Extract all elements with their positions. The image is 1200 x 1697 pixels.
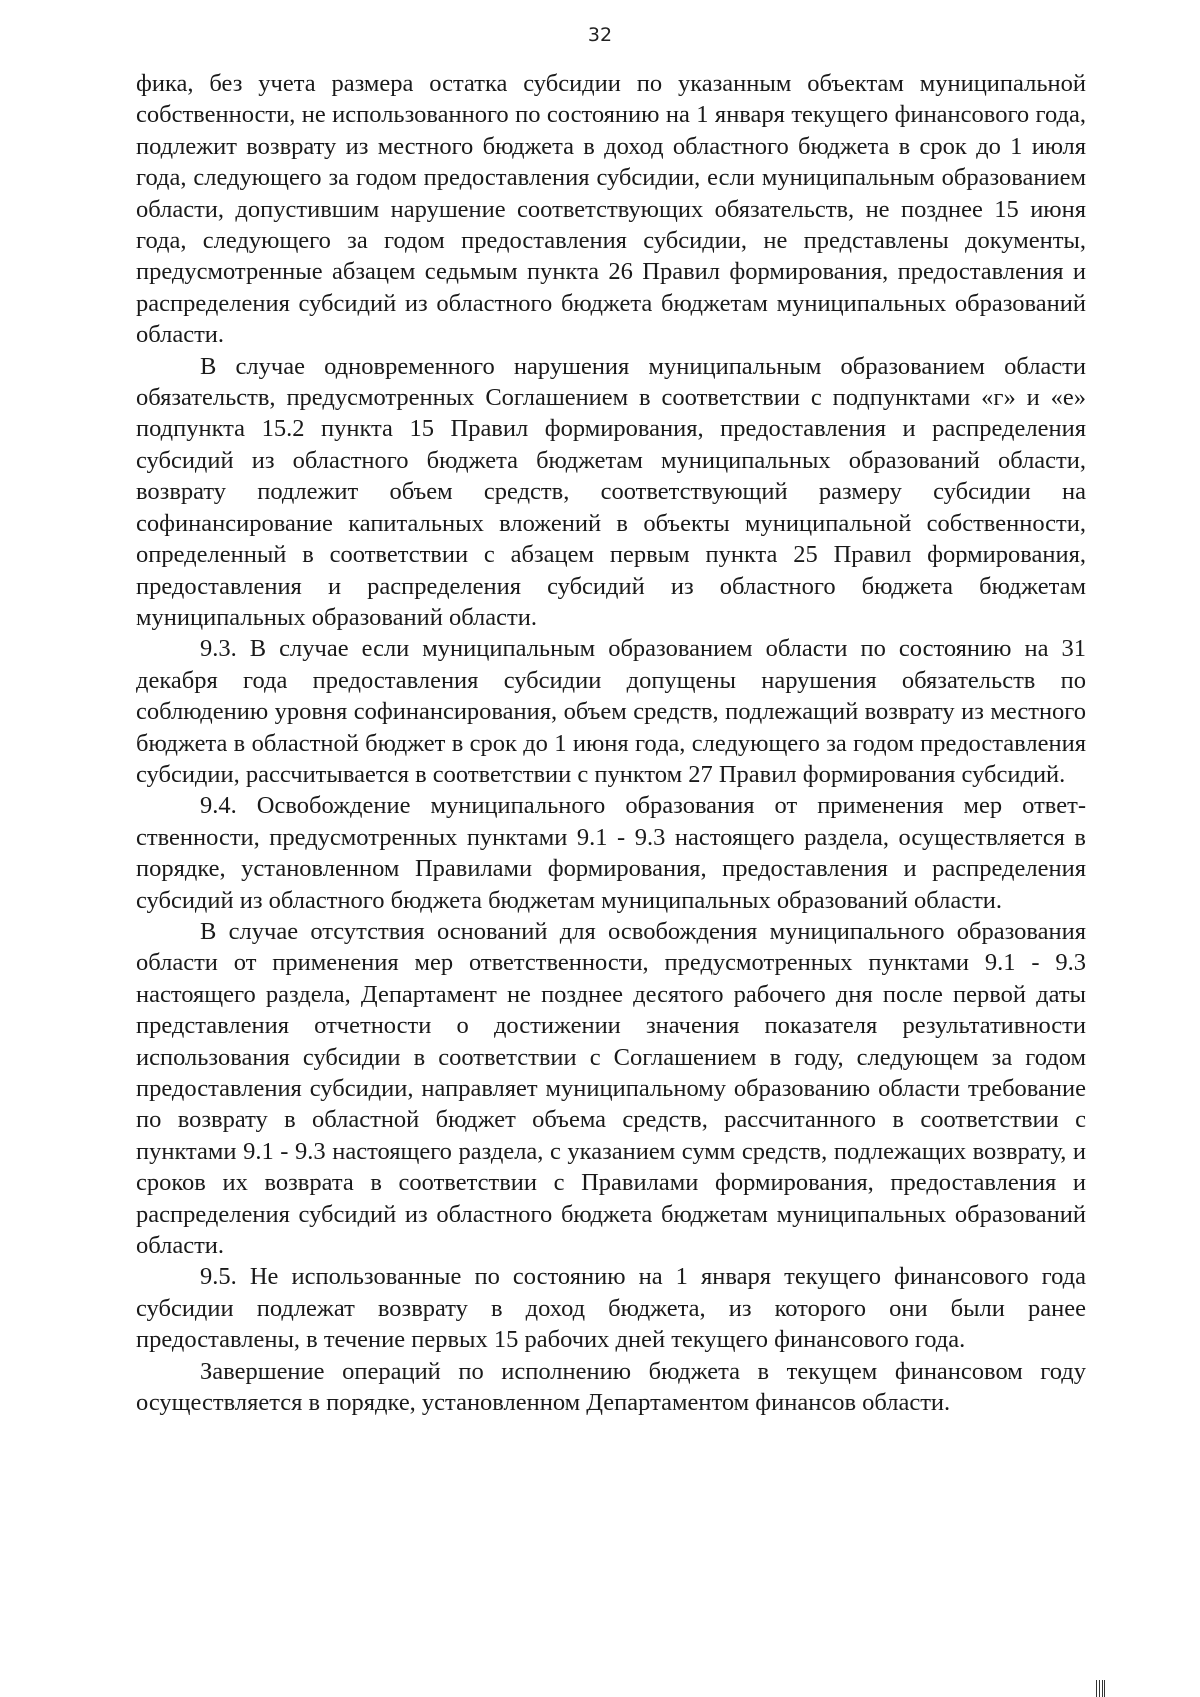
- paragraph-9-5: 9.5. Не использованные по состоянию на 1 января текущего финансового года субсидии подлежат возврату в доход бюджета, из которого они были ранее предоставлены, в течение первых 15 рабочих дней текущего финансового года.: [136, 1263, 1086, 1354]
- scan-artifact-marks: [1096, 1680, 1108, 1697]
- paragraph-simultaneous-violation: В случае одновременного нарушения муниципальным образованием области обязательств, предусмотренных Соглашением в соответствии с подпунктами «г» и «е» подпункта 15.2 пункта 15 Правил формирования, предоставления и распределения субсидий из областного бюджета бюджетам муниципальных образований области, возврату подлежит объем средств, соответствующий размеру субсидии на софинансирование капитальных вложений в объекты муниципальной собственности, определенный в соответствии с абзацем первым пункта 25 Правил формирования, предоставления и распределения субсидий из областного бюджета бюджетам муниципальных образований области.: [136, 352, 1086, 631]
- paragraph-no-grounds: В случае отсутствия оснований для освобождения муниципального образования области от применения мер ответственности, предусмотренных пунктами 9.1 - 9.3 настоящего раздела, Департамент не позднее десятого рабочего дня после первой даты представления отчетности о достижении значения показателя результативности использования субсидии в соответствии с Соглашением в году, следующем за годом предоставления субсидии, направляет муниципальному образованию области требование по возврату в областной бюджет объема средств, рассчитанного в соответствии с пунктами 9.1 - 9.3 настоящего раздела, с указанием сумм средств, подлежащих возврату, и сроков их возврата в соответствии с Правилами формирования, предоставления и распределения субсидий из областного бюджета бюджетам муниципальных образований области.: [136, 917, 1086, 1260]
- page-number: 32: [587, 24, 613, 46]
- document-body: [136, 68, 1086, 1418]
- paragraph-budget-completion: Завершение операций по исполнению бюджета в текущем финансовом году осуществляется в порядке, установленном Департаментом финансов области.: [136, 1357, 1086, 1417]
- paragraph-9-4: 9.4. Освобождение муниципального образования от применения мер ответственности, предусмотренных пунктами 9.1 - 9.3 настоящего раздела, осуществляется в порядке, установленном Правилами формирования, предоставления и распределения субсидий из областного бюджета бюджетам муниципальных образований области.: [136, 792, 1086, 914]
- paragraph-continuation: фика, без учета размера остатка субсидии по указанным объектам муниципальной собственности, не использованного по состоянию на 1 января текущего финансового года, подлежит возврату из местного бюджета в доход областного бюджета в срок до 1 июля года, следующего за годом предоставления субсидии, если муниципальным образованием области, допустившим нарушение соответствующих обязательств, не позднее 15 июня года, следующего за годом предоставления субсидии, не представлены документы, предусмотренные абзацем седьмым пункта 26 Правил формирования, предоставления и распределения субсидий из областного бюджета бюджетам муниципальных образований области.: [136, 70, 1086, 349]
- paragraph-9-3: 9.3. В случае если муниципальным образованием области по состоянию на 31 декабря года предоставления субсидии допущены нарушения обязательств по соблюдению уровня софинансирования, объем средств, подлежащий возврату из местного бюджета в областной бюджет в срок до 1 июня года, следующего за годом предоставления субсидии, рассчитывается в соответствии с пунктом 27 Правил формирования субсидий.: [136, 635, 1086, 788]
